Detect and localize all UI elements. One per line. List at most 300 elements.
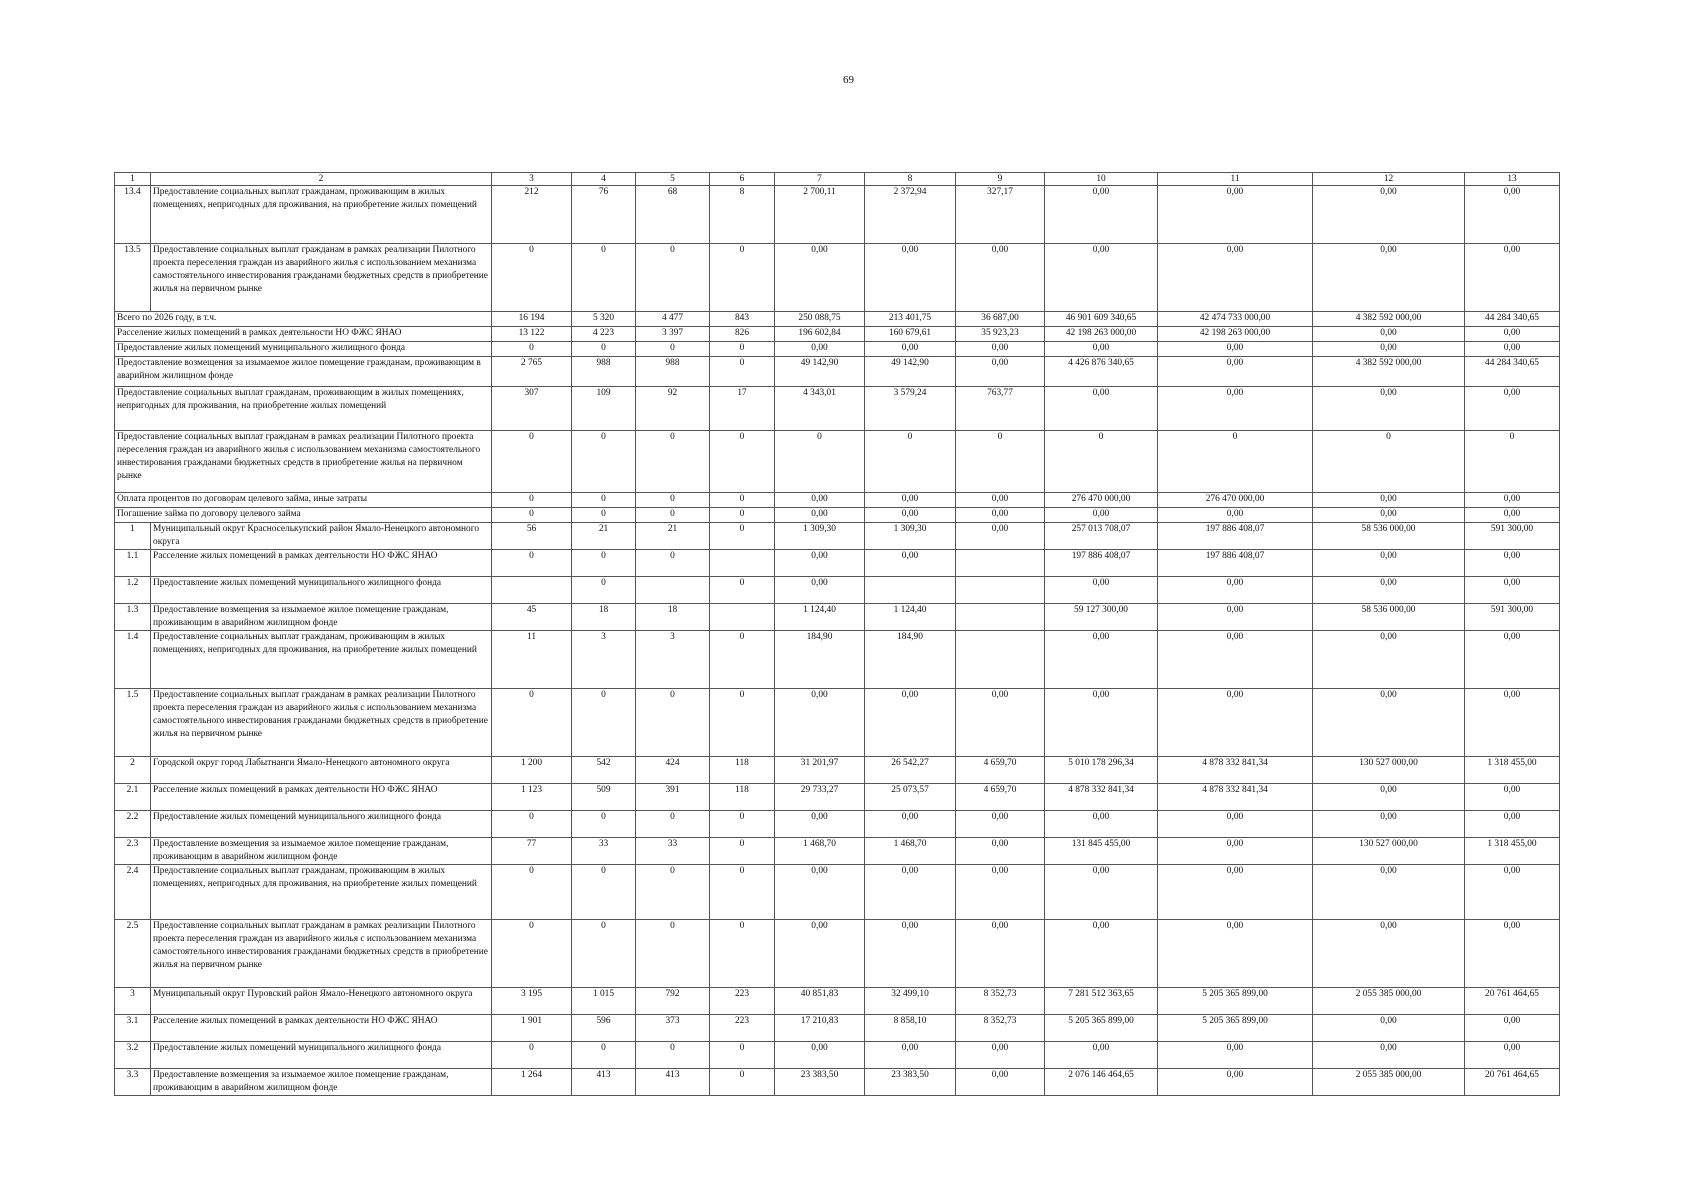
value-cell: 0,00 xyxy=(1465,689,1560,757)
row-id: 2.4 xyxy=(115,865,151,920)
value-cell: 18 xyxy=(636,604,710,631)
value-cell: 1 123 xyxy=(492,784,572,811)
value-cell: 0,00 xyxy=(775,550,865,577)
value-cell: 2 076 146 464,65 xyxy=(1045,1069,1158,1096)
value-cell: 1 318 455,00 xyxy=(1465,757,1560,784)
value-cell: 327,17 xyxy=(956,186,1045,244)
value-cell: 160 679,61 xyxy=(865,327,956,342)
value-cell: 212 xyxy=(492,186,572,244)
value-cell: 0,00 xyxy=(1465,1015,1560,1042)
row-name: Предоставление возмещения за изымаемое жилое помещение гражданам, проживающим в аварийном жилищном фонде xyxy=(151,838,492,865)
row-name: Погашение займа по договору целевого займа xyxy=(115,508,492,523)
value-cell: 0,00 xyxy=(1313,550,1465,577)
value-cell: 0,00 xyxy=(865,689,956,757)
value-cell: 13 122 xyxy=(492,327,572,342)
value-cell: 0,00 xyxy=(1465,387,1560,431)
row-id: 1.2 xyxy=(115,577,151,604)
value-cell: 0 xyxy=(492,244,572,312)
value-cell: 391 xyxy=(636,784,710,811)
value-cell: 0 xyxy=(710,1069,775,1096)
value-cell: 0,00 xyxy=(1158,604,1313,631)
value-cell: 0,00 xyxy=(956,865,1045,920)
value-cell: 0,00 xyxy=(865,811,956,838)
value-cell: 0,00 xyxy=(1313,342,1465,357)
value-cell: 0,00 xyxy=(775,1042,865,1069)
value-cell: 1 468,70 xyxy=(865,838,956,865)
value-cell: 0 xyxy=(636,431,710,493)
value-cell: 373 xyxy=(636,1015,710,1042)
value-cell: 8 xyxy=(710,186,775,244)
value-cell: 763,77 xyxy=(956,387,1045,431)
value-cell xyxy=(865,577,956,604)
value-cell: 4 878 332 841,34 xyxy=(1158,757,1313,784)
value-cell: 0,00 xyxy=(1465,784,1560,811)
value-cell: 3 195 xyxy=(492,988,572,1015)
value-cell: 0,00 xyxy=(1158,244,1313,312)
table-row xyxy=(115,811,1560,838)
value-cell: 0 xyxy=(636,1042,710,1069)
value-cell: 0,00 xyxy=(1158,838,1313,865)
value-cell: 109 xyxy=(572,387,636,431)
value-cell: 58 536 000,00 xyxy=(1313,604,1465,631)
value-cell xyxy=(710,604,775,631)
value-cell: 591 300,00 xyxy=(1465,523,1560,550)
value-cell: 0,00 xyxy=(1465,327,1560,342)
value-cell: 1 901 xyxy=(492,1015,572,1042)
value-cell: 196 602,84 xyxy=(775,327,865,342)
value-cell: 0,00 xyxy=(1465,508,1560,523)
value-cell: 0,00 xyxy=(1313,244,1465,312)
value-cell: 26 542,27 xyxy=(865,757,956,784)
row-name: Расселение жилых помещений в рамках деятельности НО ФЖС ЯНАО xyxy=(115,327,492,342)
value-cell: 29 733,27 xyxy=(775,784,865,811)
value-cell: 0,00 xyxy=(1313,811,1465,838)
value-cell: 7 281 512 363,65 xyxy=(1045,988,1158,1015)
value-cell: 0,00 xyxy=(956,508,1045,523)
value-cell: 0,00 xyxy=(865,1042,956,1069)
value-cell: 0,00 xyxy=(956,811,1045,838)
value-cell: 0 xyxy=(956,431,1045,493)
row-name: Предоставление жилых помещений муниципального жилищного фонда xyxy=(115,342,492,357)
value-cell: 0,00 xyxy=(1313,784,1465,811)
value-cell: 0,00 xyxy=(775,493,865,508)
value-cell: 0,00 xyxy=(1045,244,1158,312)
value-cell: 131 845 455,00 xyxy=(1045,838,1158,865)
value-cell xyxy=(492,577,572,604)
value-cell: 184,90 xyxy=(775,631,865,689)
row-name: Предоставление возмещения за изымаемое жилое помещение гражданам, проживающим в аварийном жилищном фонде xyxy=(151,604,492,631)
value-cell: 20 761 464,65 xyxy=(1465,1069,1560,1096)
value-cell: 0 xyxy=(710,508,775,523)
table-row xyxy=(115,757,1560,784)
value-cell: 2 055 385 000,00 xyxy=(1313,988,1465,1015)
value-cell: 5 205 365 899,00 xyxy=(1158,988,1313,1015)
value-cell: 0,00 xyxy=(1158,1042,1313,1069)
value-cell: 0,00 xyxy=(1158,357,1313,387)
value-cell: 0,00 xyxy=(1313,387,1465,431)
row-name: Городской округ город Лабытнанги Ямало-Ненецкого автономного округа xyxy=(151,757,492,784)
table-row xyxy=(115,523,1560,550)
value-cell: 0,00 xyxy=(1313,508,1465,523)
row-name: Предоставление жилых помещений муниципального жилищного фонда xyxy=(151,1042,492,1069)
value-cell: 46 901 609 340,65 xyxy=(1045,312,1158,327)
value-cell: 843 xyxy=(710,312,775,327)
value-cell: 0 xyxy=(710,838,775,865)
value-cell: 0,00 xyxy=(775,577,865,604)
value-cell: 4 477 xyxy=(636,312,710,327)
value-cell: 0,00 xyxy=(1045,186,1158,244)
value-cell: 0,00 xyxy=(1313,1042,1465,1069)
row-name: Всего по 2026 году, в т.ч. xyxy=(115,312,492,327)
header-cell: 1 xyxy=(115,173,151,186)
value-cell: 0,00 xyxy=(775,811,865,838)
value-cell: 0,00 xyxy=(1465,865,1560,920)
value-cell: 0 xyxy=(636,508,710,523)
value-cell: 45 xyxy=(492,604,572,631)
value-cell: 0 xyxy=(572,577,636,604)
value-cell: 36 687,00 xyxy=(956,312,1045,327)
value-cell: 21 xyxy=(636,523,710,550)
row-name: Предоставление социальных выплат гражданам в рамках реализации Пилотного проекта переселения граждан из аварийного жилья с использованием механизма самостоятельного инвестирования гражданами бюджетных средств в приобретение жилья на первичном рынке xyxy=(151,244,492,312)
value-cell: 0,00 xyxy=(775,342,865,357)
value-cell: 0,00 xyxy=(1465,186,1560,244)
value-cell: 59 127 300,00 xyxy=(1045,604,1158,631)
value-cell: 413 xyxy=(636,1069,710,1096)
value-cell: 0,00 xyxy=(865,244,956,312)
value-cell: 0,00 xyxy=(1158,631,1313,689)
value-cell: 0 xyxy=(710,431,775,493)
value-cell: 542 xyxy=(572,757,636,784)
value-cell: 0,00 xyxy=(1465,631,1560,689)
value-cell xyxy=(956,604,1045,631)
value-cell: 0,00 xyxy=(1465,920,1560,988)
value-cell: 0 xyxy=(636,493,710,508)
row-name: Предоставление возмещения за изымаемое жилое помещение гражданам, проживающим в аварийном жилищном фонде xyxy=(151,1069,492,1096)
value-cell: 0 xyxy=(636,920,710,988)
value-cell: 1 124,40 xyxy=(775,604,865,631)
value-cell: 77 xyxy=(492,838,572,865)
value-cell: 1 200 xyxy=(492,757,572,784)
value-cell: 0,00 xyxy=(956,244,1045,312)
table-row xyxy=(115,1042,1560,1069)
row-name: Муниципальный округ Пуровский район Ямало-Ненецкого автономного округа xyxy=(151,988,492,1015)
header-cell: 8 xyxy=(865,173,956,186)
header-cell: 4 xyxy=(572,173,636,186)
table-row xyxy=(115,357,1560,387)
value-cell: 988 xyxy=(636,357,710,387)
value-cell: 5 010 178 296,34 xyxy=(1045,757,1158,784)
value-cell: 0,00 xyxy=(956,1069,1045,1096)
value-cell: 0 xyxy=(710,357,775,387)
value-cell: 8 352,73 xyxy=(956,988,1045,1015)
row-id: 2 xyxy=(115,757,151,784)
row-name: Расселение жилых помещений в рамках деятельности НО ФЖС ЯНАО xyxy=(151,784,492,811)
value-cell: 2 765 xyxy=(492,357,572,387)
value-cell: 0,00 xyxy=(1313,327,1465,342)
row-name: Предоставление социальных выплат гражданам в рамках реализации Пилотного проекта переселения граждан из аварийного жилья с использованием механизма самостоятельного инвестирования гражданами бюджетных средств в приобретение жилья на первичном рынке xyxy=(151,689,492,757)
table-row xyxy=(115,327,1560,342)
value-cell: 0,00 xyxy=(1465,577,1560,604)
table-row xyxy=(115,1069,1560,1096)
value-cell: 68 xyxy=(636,186,710,244)
value-cell: 0 xyxy=(710,523,775,550)
row-id: 1.5 xyxy=(115,689,151,757)
table-row xyxy=(115,577,1560,604)
value-cell: 0,00 xyxy=(1045,689,1158,757)
table-row xyxy=(115,865,1560,920)
header-cell: 2 xyxy=(151,173,492,186)
value-cell: 0,00 xyxy=(1313,920,1465,988)
value-cell: 276 470 000,00 xyxy=(1045,493,1158,508)
value-cell: 0 xyxy=(572,493,636,508)
row-id: 1.4 xyxy=(115,631,151,689)
value-cell: 0,00 xyxy=(1158,920,1313,988)
value-cell: 42 198 263 000,00 xyxy=(1158,327,1313,342)
header-cell: 12 xyxy=(1313,173,1465,186)
value-cell: 0 xyxy=(572,1042,636,1069)
value-cell: 0,00 xyxy=(865,342,956,357)
value-cell: 0 xyxy=(492,811,572,838)
row-name: Предоставление социальных выплат гражданам, проживающим в жилых помещениях, непригодных для проживания, на приобретение жилых помещений xyxy=(151,865,492,920)
value-cell: 792 xyxy=(636,988,710,1015)
value-cell: 0,00 xyxy=(1158,865,1313,920)
value-cell: 0 xyxy=(492,920,572,988)
value-cell: 42 474 733 000,00 xyxy=(1158,312,1313,327)
value-cell: 0,00 xyxy=(1313,186,1465,244)
value-cell: 424 xyxy=(636,757,710,784)
value-cell: 213 401,75 xyxy=(865,312,956,327)
value-cell: 0 xyxy=(492,865,572,920)
value-cell: 0 xyxy=(775,431,865,493)
header-cell: 6 xyxy=(710,173,775,186)
value-cell: 0 xyxy=(710,493,775,508)
value-cell: 4 382 592 000,00 xyxy=(1313,312,1465,327)
value-cell: 0,00 xyxy=(1313,1015,1465,1042)
row-id: 3 xyxy=(115,988,151,1015)
row-id: 3.1 xyxy=(115,1015,151,1042)
value-cell xyxy=(956,577,1045,604)
table-row xyxy=(115,508,1560,523)
value-cell: 40 851,83 xyxy=(775,988,865,1015)
page-number: 69 xyxy=(843,74,854,86)
value-cell: 0,00 xyxy=(956,920,1045,988)
value-cell: 826 xyxy=(710,327,775,342)
value-cell: 1 318 455,00 xyxy=(1465,838,1560,865)
value-cell: 509 xyxy=(572,784,636,811)
value-cell: 0,00 xyxy=(775,920,865,988)
value-cell: 596 xyxy=(572,1015,636,1042)
header-cell: 5 xyxy=(636,173,710,186)
value-cell: 0,00 xyxy=(1045,631,1158,689)
value-cell: 0,00 xyxy=(1158,1069,1313,1096)
value-cell: 1 309,30 xyxy=(775,523,865,550)
value-cell: 0 xyxy=(710,920,775,988)
value-cell: 0 xyxy=(572,811,636,838)
value-cell: 0 xyxy=(710,631,775,689)
value-cell: 1 264 xyxy=(492,1069,572,1096)
value-cell: 0 xyxy=(710,244,775,312)
value-cell: 0,00 xyxy=(775,689,865,757)
value-cell: 49 142,90 xyxy=(775,357,865,387)
header-cell: 13 xyxy=(1465,173,1560,186)
value-cell: 0,00 xyxy=(865,508,956,523)
value-cell: 92 xyxy=(636,387,710,431)
value-cell: 0,00 xyxy=(1313,631,1465,689)
value-cell xyxy=(710,550,775,577)
table-row xyxy=(115,186,1560,244)
value-cell: 0,00 xyxy=(1158,508,1313,523)
row-name: Предоставление возмещения за изымаемое жилое помещение гражданам, проживающим в аварийном жилищном фонде xyxy=(115,357,492,387)
value-cell: 0,00 xyxy=(865,865,956,920)
row-id: 1.3 xyxy=(115,604,151,631)
table-row xyxy=(115,342,1560,357)
value-cell: 17 210,83 xyxy=(775,1015,865,1042)
table-row xyxy=(115,631,1560,689)
table-row xyxy=(115,784,1560,811)
table-row xyxy=(115,244,1560,312)
value-cell xyxy=(956,631,1045,689)
value-cell: 591 300,00 xyxy=(1465,604,1560,631)
value-cell: 2 372,94 xyxy=(865,186,956,244)
row-id: 2.2 xyxy=(115,811,151,838)
value-cell: 223 xyxy=(710,1015,775,1042)
value-cell: 23 383,50 xyxy=(775,1069,865,1096)
value-cell: 4 659,70 xyxy=(956,757,1045,784)
value-cell: 0,00 xyxy=(956,689,1045,757)
value-cell: 3 397 xyxy=(636,327,710,342)
value-cell: 0 xyxy=(710,865,775,920)
table-row xyxy=(115,493,1560,508)
value-cell: 0 xyxy=(572,508,636,523)
value-cell: 0,00 xyxy=(1158,577,1313,604)
value-cell: 0,00 xyxy=(1045,577,1158,604)
value-cell: 0 xyxy=(572,689,636,757)
value-cell: 8 352,73 xyxy=(956,1015,1045,1042)
table-row xyxy=(115,689,1560,757)
table-row xyxy=(115,431,1560,493)
row-name: Предоставление жилых помещений муниципального жилищного фонда xyxy=(151,811,492,838)
value-cell: 0,00 xyxy=(1465,342,1560,357)
value-cell: 0,00 xyxy=(956,342,1045,357)
value-cell: 0 xyxy=(636,865,710,920)
value-cell: 0,00 xyxy=(1158,811,1313,838)
value-cell: 0,00 xyxy=(1045,508,1158,523)
value-cell: 0 xyxy=(492,1042,572,1069)
value-cell: 5 320 xyxy=(572,312,636,327)
value-cell: 33 xyxy=(636,838,710,865)
value-cell: 0 xyxy=(710,811,775,838)
value-cell: 223 xyxy=(710,988,775,1015)
value-cell: 4 223 xyxy=(572,327,636,342)
table-row xyxy=(115,312,1560,327)
row-name: Муниципальный округ Красноселькупский район Ямало-Ненецкого автономного округа xyxy=(151,523,492,550)
value-cell: 2 700,11 xyxy=(775,186,865,244)
value-cell: 1 124,40 xyxy=(865,604,956,631)
value-cell: 0,00 xyxy=(775,244,865,312)
value-cell: 0,00 xyxy=(1465,493,1560,508)
value-cell: 0,00 xyxy=(1158,342,1313,357)
value-cell: 0 xyxy=(710,1042,775,1069)
value-cell: 0,00 xyxy=(1045,387,1158,431)
row-name: Оплата процентов по договорам целевого займа, иные затраты xyxy=(115,493,492,508)
value-cell: 0 xyxy=(492,508,572,523)
value-cell: 5 205 365 899,00 xyxy=(1158,1015,1313,1042)
value-cell: 0 xyxy=(492,342,572,357)
value-cell: 0,00 xyxy=(775,508,865,523)
value-cell: 130 527 000,00 xyxy=(1313,757,1465,784)
value-cell: 0 xyxy=(492,550,572,577)
value-cell: 76 xyxy=(572,186,636,244)
value-cell: 20 761 464,65 xyxy=(1465,988,1560,1015)
header-cell: 7 xyxy=(775,173,865,186)
value-cell: 4 659,70 xyxy=(956,784,1045,811)
value-cell: 0,00 xyxy=(865,920,956,988)
value-cell xyxy=(636,577,710,604)
row-name: Предоставление социальных выплат гражданам, проживающим в жилых помещениях, непригодных для проживания, на приобретение жилых помещений xyxy=(151,186,492,244)
value-cell: 0 xyxy=(710,342,775,357)
value-cell: 413 xyxy=(572,1069,636,1096)
value-cell: 118 xyxy=(710,757,775,784)
value-cell: 307 xyxy=(492,387,572,431)
row-name: Предоставление социальных выплат гражданам, проживающим в жилых помещениях, непригодных для проживания, на приобретение жилых помещений xyxy=(115,387,492,431)
value-cell: 0 xyxy=(572,244,636,312)
value-cell: 0 xyxy=(1313,431,1465,493)
value-cell: 0,00 xyxy=(1313,865,1465,920)
table-body xyxy=(115,186,1560,1096)
value-cell: 0,00 xyxy=(1158,186,1313,244)
value-cell: 0,00 xyxy=(1313,689,1465,757)
value-cell: 0 xyxy=(492,431,572,493)
value-cell: 4 426 876 340,65 xyxy=(1045,357,1158,387)
value-cell: 0,00 xyxy=(775,865,865,920)
value-cell: 118 xyxy=(710,784,775,811)
value-cell: 33 xyxy=(572,838,636,865)
row-name: Предоставление социальных выплат гражданам в рамках реализации Пилотного проекта переселения граждан из аварийного жилья с использованием механизма самостоятельного инвестирования гражданами бюджетных средств в приобретение жилья на первичном рынке xyxy=(115,431,492,493)
value-cell: 16 194 xyxy=(492,312,572,327)
value-cell: 2 055 385 000,00 xyxy=(1313,1069,1465,1096)
row-name: Предоставление социальных выплат гражданам, проживающим в жилых помещениях, непригодных для проживания, на приобретение жилых помещений xyxy=(151,631,492,689)
row-id: 1.1 xyxy=(115,550,151,577)
value-cell: 0,00 xyxy=(1045,811,1158,838)
row-name: Расселение жилых помещений в рамках деятельности НО ФЖС ЯНАО xyxy=(151,1015,492,1042)
value-cell: 0,00 xyxy=(865,493,956,508)
value-cell: 0,00 xyxy=(1045,342,1158,357)
value-cell: 0,00 xyxy=(1313,493,1465,508)
value-cell: 0 xyxy=(572,431,636,493)
value-cell: 0,00 xyxy=(956,357,1045,387)
value-cell: 0,00 xyxy=(1158,387,1313,431)
value-cell: 3 xyxy=(636,631,710,689)
value-cell: 5 205 365 899,00 xyxy=(1045,1015,1158,1042)
row-id: 2.1 xyxy=(115,784,151,811)
row-id: 13.4 xyxy=(115,186,151,244)
value-cell: 0,00 xyxy=(1465,1042,1560,1069)
data-table xyxy=(114,172,1560,1096)
value-cell: 0,00 xyxy=(1313,577,1465,604)
value-cell: 25 073,57 xyxy=(865,784,956,811)
table-row xyxy=(115,1015,1560,1042)
value-cell: 257 013 708,07 xyxy=(1045,523,1158,550)
value-cell: 0 xyxy=(636,342,710,357)
value-cell: 0,00 xyxy=(1465,811,1560,838)
value-cell: 197 886 408,07 xyxy=(1158,550,1313,577)
value-cell: 0 xyxy=(572,920,636,988)
table-row xyxy=(115,604,1560,631)
header-cell: 3 xyxy=(492,173,572,186)
value-cell xyxy=(956,550,1045,577)
value-cell: 130 527 000,00 xyxy=(1313,838,1465,865)
value-cell: 42 198 263 000,00 xyxy=(1045,327,1158,342)
